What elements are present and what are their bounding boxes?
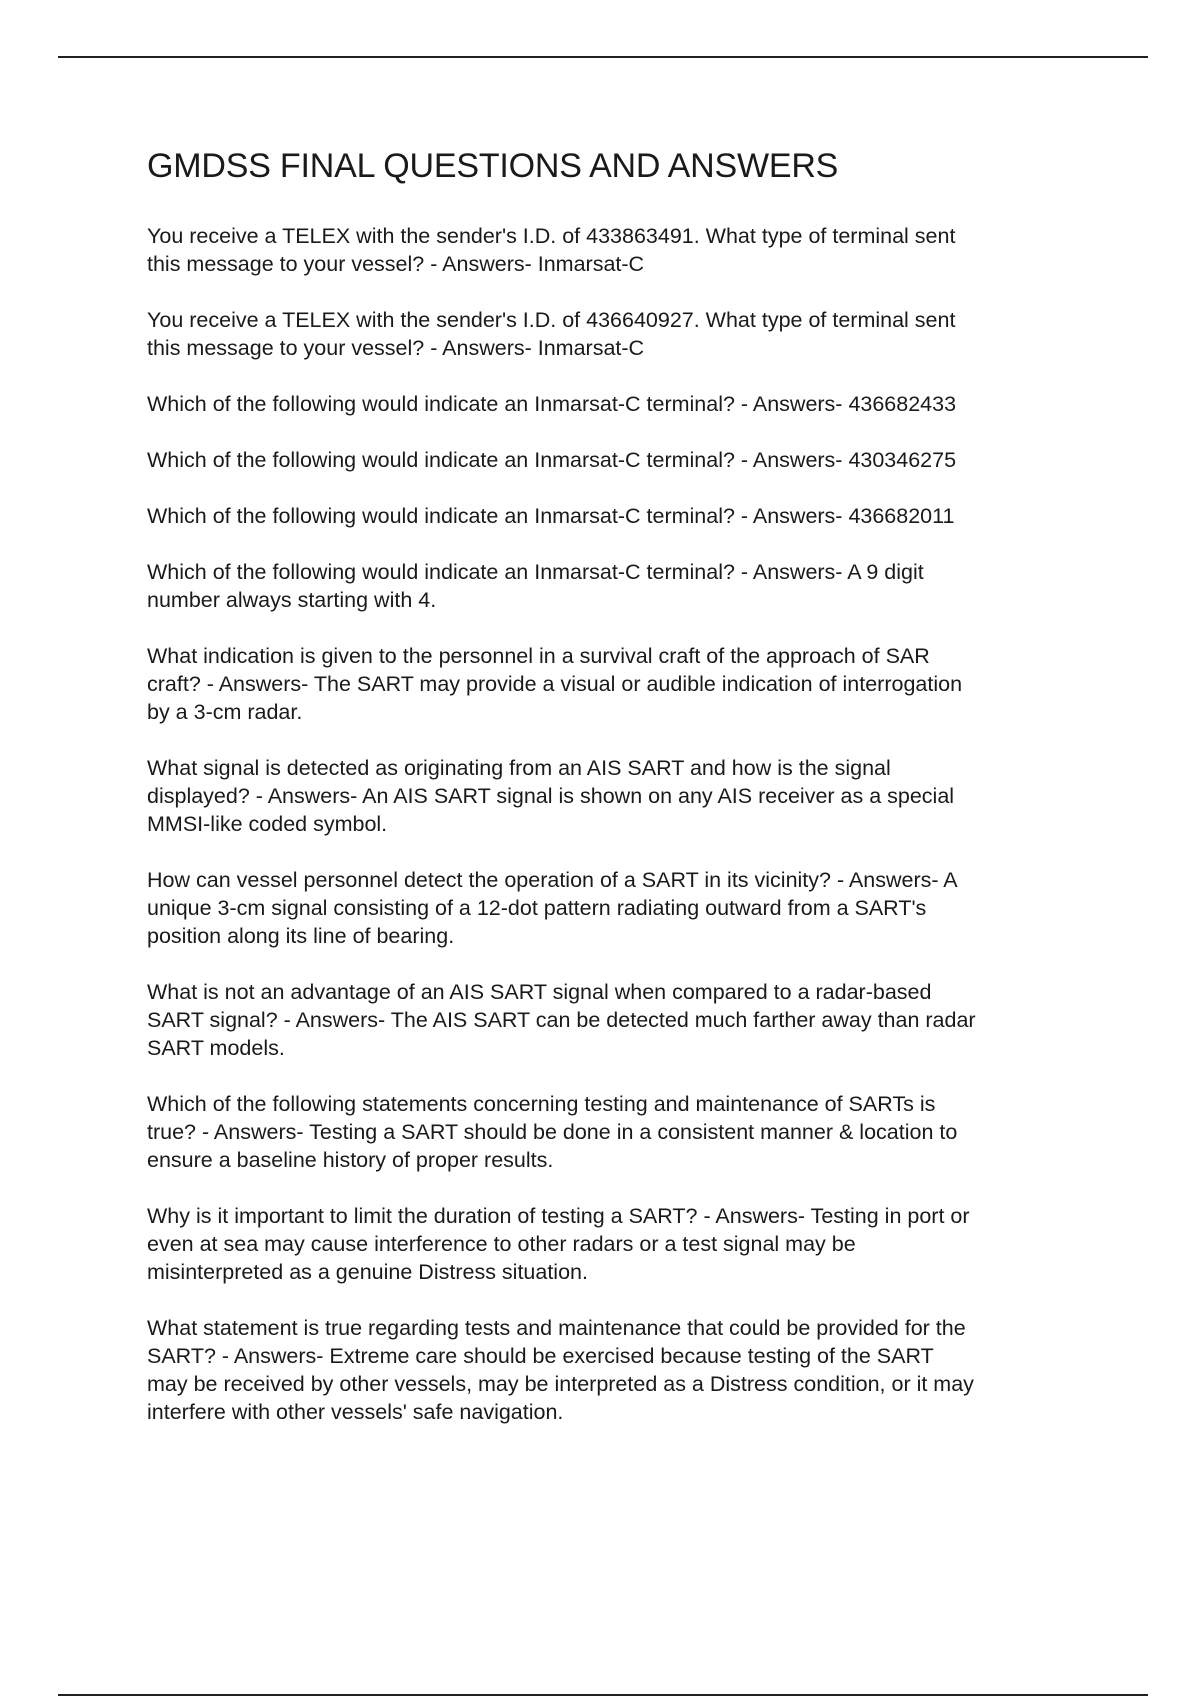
qa-line: MMSI-like coded symbol. [147, 812, 388, 836]
qa-line: position along its line of bearing. [147, 924, 455, 948]
qa-item [147, 222, 1107, 278]
footer-rule [58, 1694, 1148, 1696]
header-rule [58, 56, 1148, 58]
qa-line: What is not an advantage of an AIS SART signal when compared to a radar-based [147, 980, 932, 1004]
qa-line: Why is it important to limit the duration of testing a SART? - Answers- Testing in port or [147, 1204, 970, 1228]
qa-line: interfere with other vessels' safe navigation. [147, 1400, 564, 1424]
qa-line: Which of the following would indicate an Inmarsat-C terminal? - Answers- 436682011 [147, 504, 955, 528]
qa-line: How can vessel personnel detect the operation of a SART in its vicinity? - Answers- A [147, 868, 958, 892]
qa-line: You receive a TELEX with the sender's I.D. of 436640927. What type of terminal sent [147, 308, 956, 332]
qa-line: may be received by other vessels, may be interpreted as a Distress condition, or it may [147, 1372, 974, 1396]
qa-item [147, 558, 1107, 614]
qa-line: What signal is detected as originating from an AIS SART and how is the signal [147, 756, 891, 780]
qa-item [147, 390, 1107, 418]
qa-item [147, 502, 1107, 530]
qa-item [147, 754, 1107, 838]
qa-line: this message to your vessel? - Answers- Inmarsat-C [147, 252, 645, 276]
qa-line: Which of the following would indicate an Inmarsat-C terminal? - Answers- 436682433 [147, 392, 957, 416]
qa-line: SART signal? - Answers- The AIS SART can be detected much farther away than radar [147, 1008, 976, 1032]
document-title: GMDSS FINAL QUESTIONS AND ANSWERS [147, 147, 839, 185]
qa-line: unique 3-cm signal consisting of a 12-dot pattern radiating outward from a SART's [147, 896, 927, 920]
qa-line: What indication is given to the personnel in a survival craft of the approach of SAR [147, 644, 930, 668]
qa-line: SART models. [147, 1036, 285, 1060]
qa-item [147, 306, 1107, 362]
qa-line: You receive a TELEX with the sender's I.D. of 433863491. What type of terminal sent [147, 224, 956, 248]
document-body [147, 146, 1107, 1454]
qa-item [147, 978, 1107, 1062]
qa-item [147, 1314, 1107, 1426]
qa-line: even at sea may cause interference to other radars or a test signal may be [147, 1232, 856, 1256]
qa-line: ensure a baseline history of proper results. [147, 1148, 554, 1172]
qa-line: Which of the following would indicate an Inmarsat-C terminal? - Answers- A 9 digit [147, 560, 924, 584]
qa-line: misinterpreted as a genuine Distress situation. [147, 1260, 588, 1284]
qa-line: number always starting with 4. [147, 588, 437, 612]
qa-line: by a 3-cm radar. [147, 700, 303, 724]
qa-item [147, 866, 1107, 950]
qa-item [147, 642, 1107, 726]
qa-item [147, 1090, 1107, 1174]
qa-line: Which of the following statements concerning testing and maintenance of SARTs is [147, 1092, 936, 1116]
qa-line: SART? - Answers- Extreme care should be exercised because testing of the SART [147, 1344, 934, 1368]
qa-item [147, 1202, 1107, 1286]
qa-line: displayed? - Answers- An AIS SART signal is shown on any AIS receiver as a special [147, 784, 955, 808]
qa-line: true? - Answers- Testing a SART should be done in a consistent manner & location to [147, 1120, 958, 1144]
qa-line: craft? - Answers- The SART may provide a visual or audible indication of interrogation [147, 672, 963, 696]
qa-line: this message to your vessel? - Answers- Inmarsat-C [147, 336, 645, 360]
qa-line: Which of the following would indicate an Inmarsat-C terminal? - Answers- 430346275 [147, 448, 957, 472]
qa-list [147, 222, 1107, 1426]
qa-item [147, 446, 1107, 474]
qa-line: What statement is true regarding tests and maintenance that could be provided for the [147, 1316, 966, 1340]
